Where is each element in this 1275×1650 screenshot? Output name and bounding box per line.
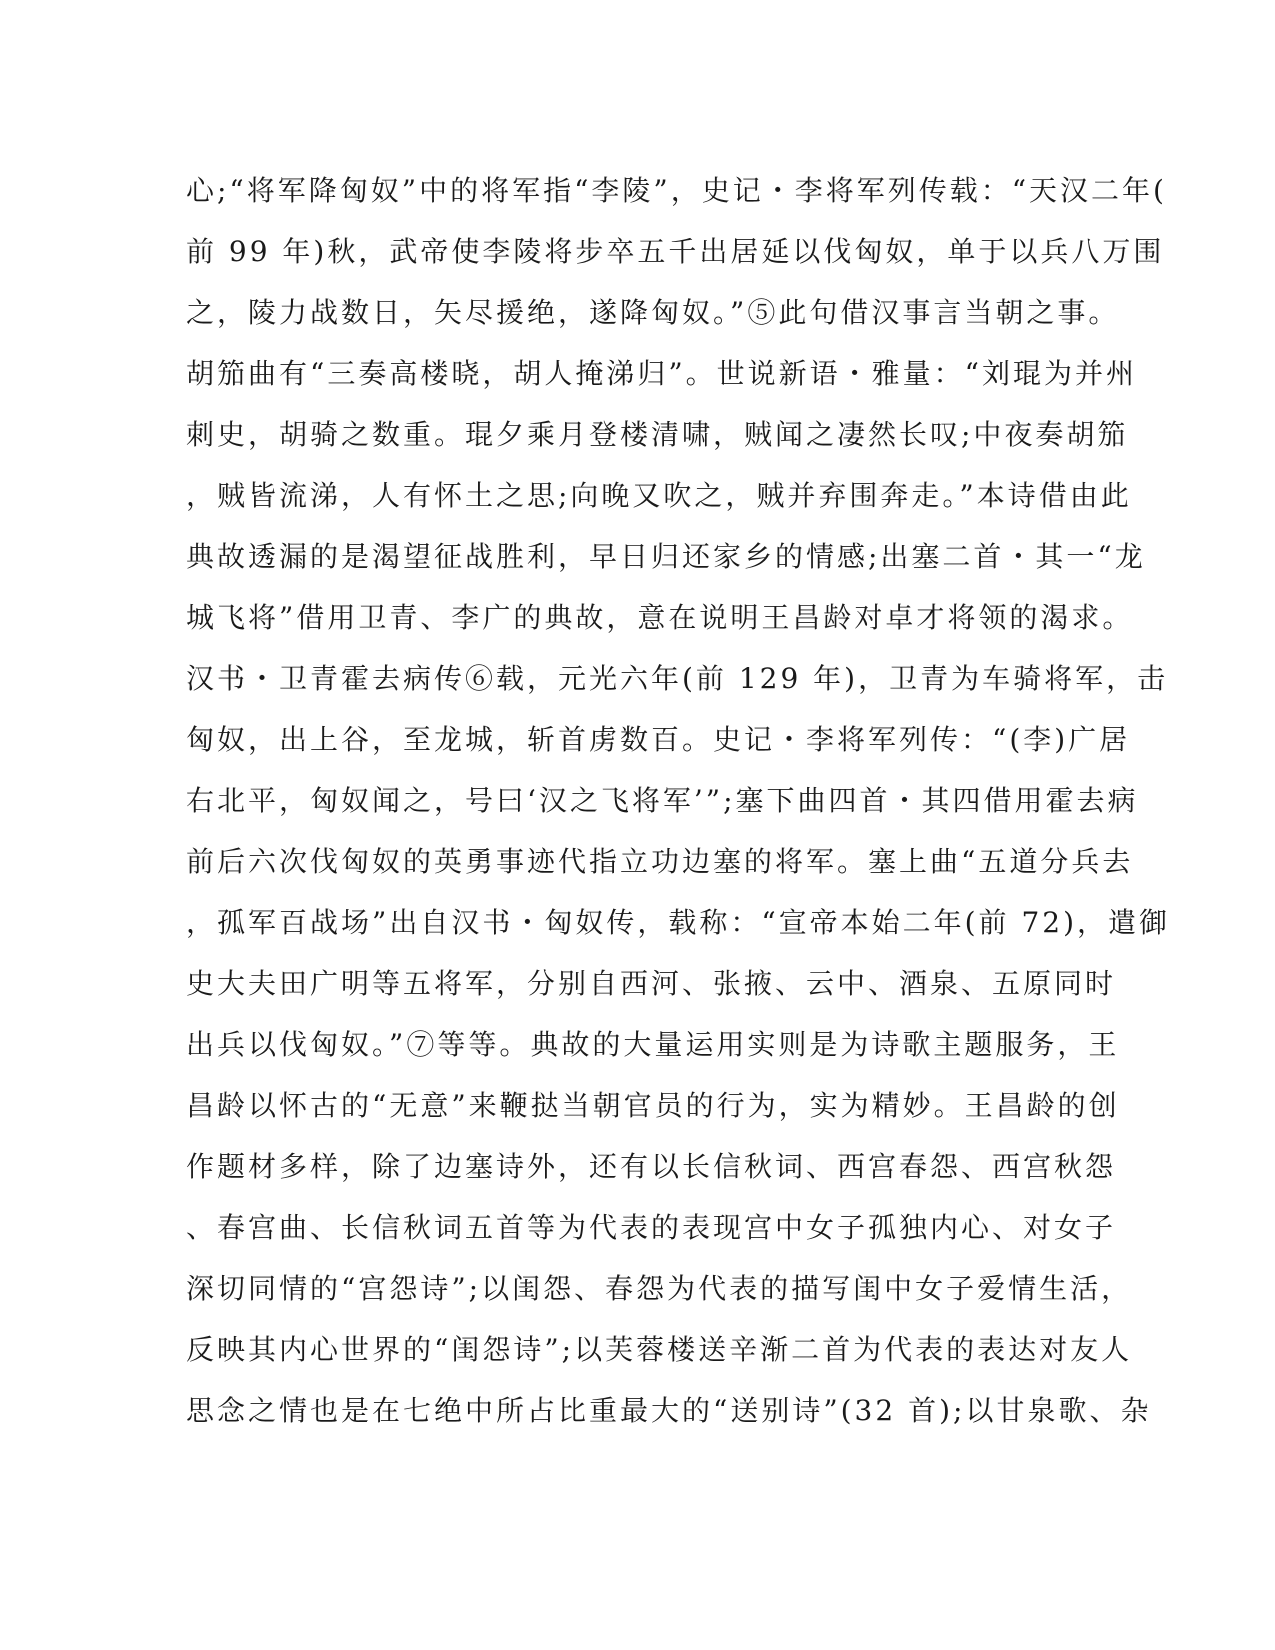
text-line: 典故透漏的是渴望征战胜利，早日归还家乡的情感;出塞二首・其一“龙 [186,540,1146,573]
text-line: ，孤军百战场”出自汉书・匈奴传，载称：“宣帝本始二年(前 72)，遣御 [186,906,1171,939]
text-line: 思念之情也是在七绝中所占比重最大的“送别诗”(32 首);以甘泉歌、杂 [186,1394,1152,1427]
text-line: ，贼皆流涕，人有怀土之思;向晚又吹之，贼并弃围奔走。”本诗借由此 [186,479,1132,512]
text-line: 心;“将军降匈奴”中的将军指“李陵”，史记・李将军列传载：“天汉二年( [186,174,1167,207]
text-line: 前后六次伐匈奴的英勇事迹代指立功边塞的将军。塞上曲“五道分兵去 [186,845,1134,878]
text-line: 刺史，胡骑之数重。琨夕乘月登楼清啸，贼闻之凄然长叹;中夜奏胡笳 [186,418,1129,451]
text-line: 匈奴，出上谷，至龙城，斩首虏数百。史记・李将军列传：“(李)广居 [186,723,1131,756]
text-line: 右北平，匈奴闻之，号曰‘汉之飞将军’”;塞下曲四首・其四借用霍去病 [186,784,1139,817]
text-line: 史大夫田广明等五将军，分别自西河、张掖、云中、酒泉、五原同时 [186,967,1117,1000]
text-line: 城飞将”借用卫青、李广的典故，意在说明王昌龄对卓才将领的渴求。 [186,601,1134,634]
text-line: 、春宫曲、长信秋词五首等为代表的表现宫中女子孤独内心、对女子 [186,1211,1117,1244]
text-line: 出兵以伐匈奴。”⑦等等。典故的大量运用实则是为诗歌主题服务，王 [186,1028,1120,1061]
body-text [186,160,1171,1441]
text-line: 昌龄以怀古的“无意”来鞭挞当朝官员的行为，实为精妙。王昌龄的创 [186,1089,1120,1122]
text-line: 反映其内心世界的“闺怨诗”;以芙蓉楼送辛渐二首为代表的表达对友人 [186,1333,1133,1366]
text-line: 前 99 年)秋，武帝使李陵将步卒五千出居延以伐匈奴，单于以兵八万围 [186,235,1165,268]
text-line: 深切同情的“宫怨诗”;以闺怨、春怨为代表的描写闺中女子爱情生活， [186,1272,1133,1305]
text-line: 胡笳曲有“三奏高楼晓，胡人掩涕归”。世说新语・雅量：“刘琨为并州 [186,357,1137,390]
text-line: 作题材多样，除了边塞诗外，还有以长信秋词、西宫春怨、西宫秋怨 [186,1150,1117,1183]
text-line: 汉书・卫青霍去病传⑥载，元光六年(前 129 年)，卫青为车骑将军，击 [186,662,1169,695]
text-line: 之，陵力战数日，矢尽援绝，遂降匈奴。”⑤此句借汉事言当朝之事。 [186,296,1120,329]
